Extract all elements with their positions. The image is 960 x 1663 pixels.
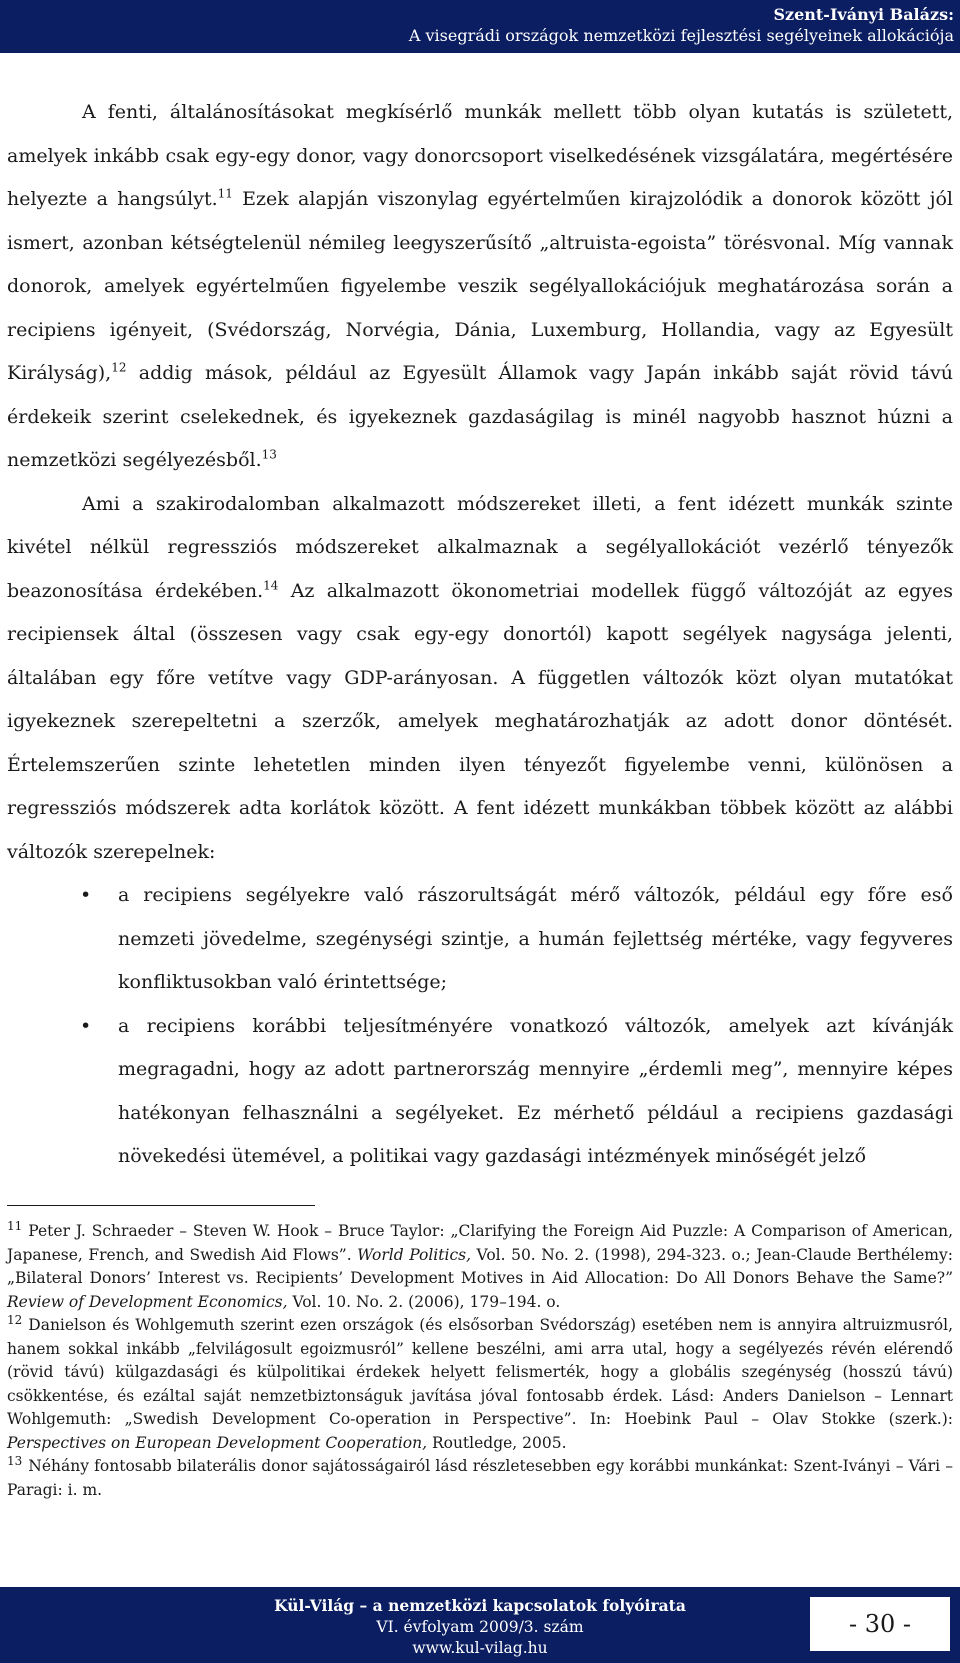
list-item: • a recipiens segélyekre való rászorultságát mérő változók, például egy főre eső nemzeti jövedelme, szegénységi szintje, a humán fejlettség mértéke, vagy fegyveres konfliktusokban való érintettsége; bbox=[7, 874, 953, 1005]
main-text bbox=[7, 91, 953, 1179]
page-number: - 30 - bbox=[810, 1597, 950, 1651]
footnote-12: $^{12}$ Danielson és Wohlgemuth szerint ezen országok (és elsősorban Svédország) esetében nem is annyira altruizmusról, hanem sokkal inkább „felvilágosult egoizmusról” kellene beszélni, ami arra utal, hogy a segélyezés révén elérendő (rövid távú) külgazdasági és külpolitikai érdekek helyett felismerték, hogy a globális szegénység (hosszú távú) csökkentése, és ezáltal saját nemzetbiztonságuk javítása jóval fontosabb érdek. Lásd: Anders Danielson – Lennart Wohlgemuth: „Swedish Development Co-operation in Perspective”. In: Hoebink Paul – Olav Stokke (szerk.): Perspectives on European Development Cooperation, Routledge, 2005. bbox=[7, 1312, 953, 1452]
bullet-icon: • bbox=[80, 884, 92, 906]
footnote-13: $^{13}$ Néhány fontosabb bilaterális donor sajátosságairól lásd részletesebben egy korábbi munkánkat: Szent-Iványi – Vári – Paragi: i. m. bbox=[7, 1453, 953, 1499]
footnote-ref-11[interactable]: 11 bbox=[217, 186, 233, 201]
footnotes bbox=[7, 1220, 953, 1502]
footnote-divider bbox=[7, 1205, 315, 1206]
variable-list bbox=[7, 874, 953, 1179]
header-title: A visegrádi országok nemzetközi fejlesztési segélyeinek allokációja bbox=[408, 26, 954, 45]
footnote-11: $^{11}$ Peter J. Schraeder – Steven W. Hook – Bruce Taylor: „Clarifying the Foreign Aid Puzzle: A Comparison of American, Japanese, French, and Swedish Aid Flows”. World Politics, Vol. 50. No. 2. (1998), 294-323. o.; Jean-Claude Berthélemy: „Bilateral Donors’ Interest vs. Recipients’ Development Motives in Aid Allocation: Do All Donors Behave the Same?” Review of Development Economics, Vol. 10. No. 2. (2006), 179–194. o. bbox=[7, 1218, 953, 1311]
bullet-icon: • bbox=[80, 1014, 92, 1037]
footnote-ref-13[interactable]: 13 bbox=[261, 447, 277, 462]
header-author: Szent-Iványi Balázs: bbox=[773, 5, 954, 24]
footer-journal: Kül-Világ – a nemzetközi kapcsolatok folyóirata bbox=[274, 1596, 686, 1615]
paragraph-1: A fenti, általánosításokat megkísérlő munkák mellett több olyan kutatás is született, amelyek inkább csak egy-egy donor, vagy donorcsoport viselkedésének vizsgálatára, megértésére helyezte a hangsúlyt.$^{11}$ Ezek alapján viszonylag egyértelműen kirajzolódik a donorok között jól ismert, azonban kétségtelenül némileg leegyszerűsítő „altruista-egoista” törésvonal. Míg vannak donorok, amelyek egyértelműen figyelembe veszik segélyallokációjuk meghatározása során a recipiens igényeit, (Svédország, Norvégia, Dánia, Luxemburg, Hollandia, vagy az Egyesült Királyság),$^{12}$ addig mások, például az Egyesült Államok vagy Japán inkább saját rövid távú érdekeik szerint cselekednek, és igyekeznek gazdaságilag is minél nagyobb hasznot húzni a nemzetközi segélyezésből.$^{13}$ bbox=[7, 101, 953, 471]
footer-issue: VI. évfolyam 2009/3. szám bbox=[376, 1617, 584, 1636]
running-header bbox=[0, 0, 960, 53]
journal-footer bbox=[0, 1587, 960, 1663]
footnote-ref-14[interactable]: 14 bbox=[263, 578, 279, 593]
list-item: • a recipiens korábbi teljesítményére vonatkozó változók, amelyek azt kívánják megragadni, hogy az adott partnerország mennyire „érdemli meg”, mennyire képes hatékonyan felhasználni a segélyeket. Ez mérhető például a recipiens gazdasági növekedési ütemével, a politikai vagy gazdasági intézmények minőségét jelző bbox=[7, 1005, 953, 1179]
footnote-ref-12[interactable]: 12 bbox=[111, 360, 127, 375]
paragraph-2: Ami a szakirodalomban alkalmazott módszereket illeti, a fent idézett munkák szinte kivétel nélkül regressziós módszereket alkalmaznak a segélyallokációt vezérlő tényezők beazonosítása érdekében.$^{14}$ Az alkalmazott ökonometriai modellek függő változóját az egyes recipiensek által (összesen vagy csak egy-egy donortól) kapott segélyek nagysága jelenti, általában egy főre vetítve vagy GDP-arányosan. A független változók közt olyan mutatókat igyekeznek szerepeltetni a szerzők, amelyek meghatározhatják az adott donor döntését. Értelemszerűen szinte lehetetlen minden ilyen tényezőt figyelembe venni, különösen a regressziós módszerek adta korlátok között. A fent idézett munkákban többek között az alábbi változók szerepelnek: bbox=[7, 492, 953, 863]
footer-url[interactable]: www.kul-vilag.hu bbox=[412, 1639, 548, 1657]
